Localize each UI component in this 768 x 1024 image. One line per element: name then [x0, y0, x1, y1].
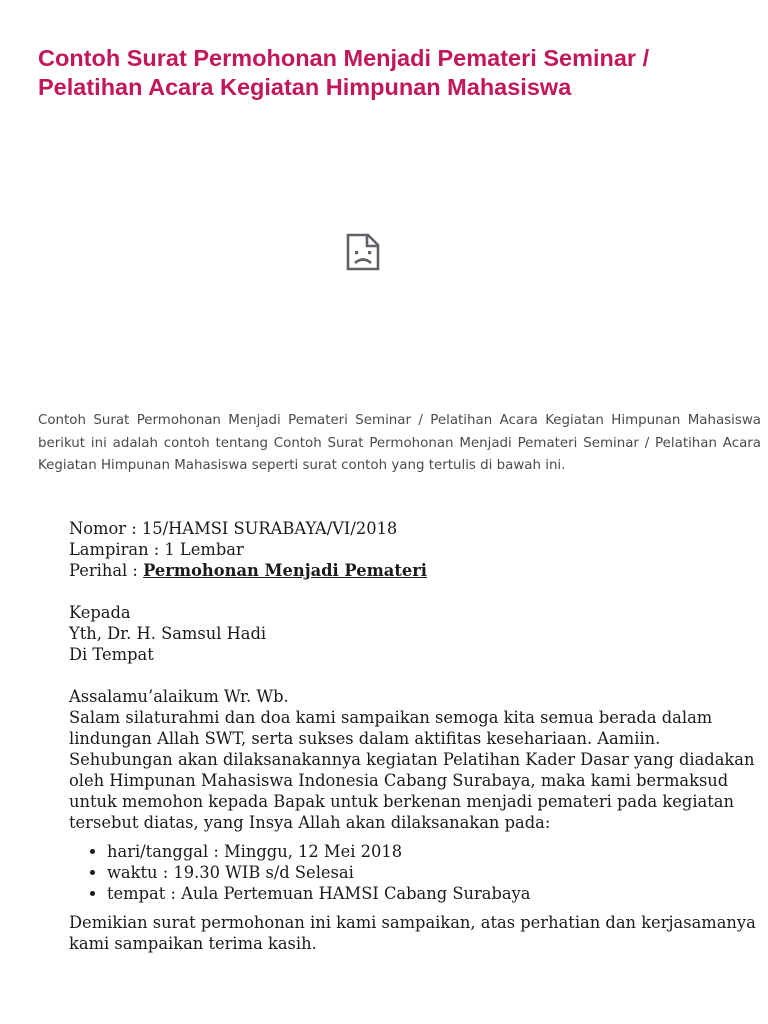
subject-label: Perihal : — [69, 561, 144, 580]
subject-value: Permohonan Menjadi Pemateri — [143, 561, 427, 580]
letter-closing: Demikian surat permohonan ini kami sampaikan, atas perhatian dan kerjasamanya kami sampaikan terima kasih. — [69, 913, 756, 953]
letter-greeting: Assalamu’alaikum Wr. Wb. — [69, 687, 289, 706]
letter-place: Di Tempat — [69, 645, 154, 664]
letter-to-label: Kepada — [69, 603, 131, 622]
list-item: • hari/tanggal : Minggu, 12 Mei 2018 — [107, 841, 759, 862]
letter — [69, 518, 759, 954]
list-item: • tempat : Aula Pertemuan HAMSI Cabang Surabaya — [107, 883, 759, 904]
event-details-list — [69, 841, 759, 904]
letter-recipient: Yth, Dr. H. Samsul Hadi — [69, 624, 267, 643]
letter-number: Nomor : 15/HAMSI SURABAYA/VI/2018 — [69, 519, 398, 538]
list-item: • waktu : 19.30 WIB s/d Selesai — [107, 862, 759, 883]
page-title: Contoh Surat Permohonan Menjadi Pemateri Seminar / Pelatihan Acara Kegiatan Himpunan Mahasiswa — [38, 45, 650, 100]
letter-body: Salam silaturahmi dan doa kami sampaikan semoga kita semua berada dalam lindungan Allah SWT, serta sukses dalam aktifitas kesehariaan. Aamiin. Sehubungan akan dilaksanakannya kegiatan Pelatihan Kader Dasar yang diadakan oleh Himpunan Mahasiswa Indonesia Cabang Surabaya, maka kami bermaksud untuk memohon kepada Bapak untuk berkenan menjadi pemateri pada kegiatan tersebut diatas, yang Insya Allah akan dilaksanakan pada: — [69, 708, 755, 832]
letter-subject-line — [69, 560, 759, 581]
broken-image-icon — [344, 232, 384, 272]
letter-attachment: Lampiran : 1 Lembar — [69, 540, 244, 559]
intro-paragraph: Contoh Surat Permohonan Menjadi Pemateri Seminar / Pelatihan Acara Kegiatan Himpunan Mahasiswa berikut ini adalah contoh tentang Contoh Surat Permohonan Menjadi Pemateri Seminar / Pelatihan Acara Kegiatan Himpunan Mahasiswa seperti surat contoh yang tertulis di bawah ini. — [38, 413, 761, 473]
